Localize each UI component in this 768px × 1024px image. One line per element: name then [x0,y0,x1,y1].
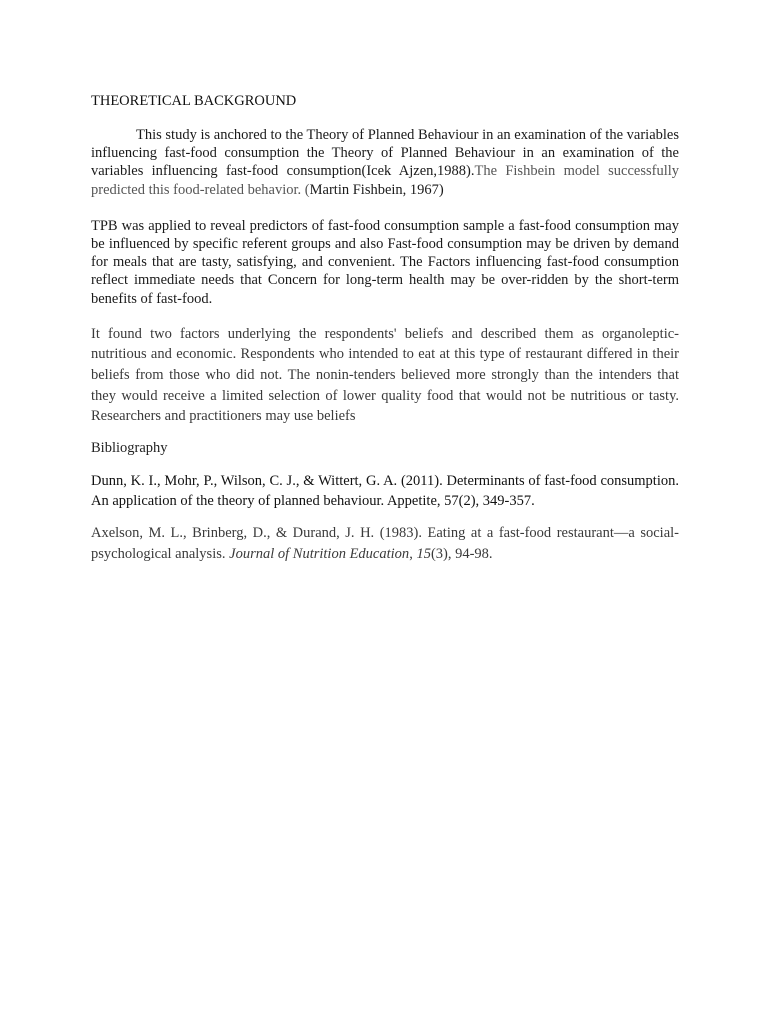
section-heading: THEORETICAL BACKGROUND [91,93,297,109]
reference-axelson [91,523,679,564]
reference-axelson-authors: Axelson, M. L., Brinberg, D., & Durand, J. H. (1983). Eating at a fast-food restaurant—a social-psychological analysis. [91,524,679,562]
paragraph-theory [91,126,679,199]
reference-axelson-volume: 15 [416,545,431,562]
paragraph-theory-main: This study is anchored to the Theory of Planned Behaviour in an examination of the variables influencing fast-food consumption the Theory of Planned Behaviour in an examination of the variables influencing fast-food consumption(Icek Ajzen,1988). [91,127,679,180]
reference-axelson-sep: , [409,545,417,562]
paragraph-tpb: TPB was applied to reveal predictors of fast-food consumption sample a fast-food consumption may be influenced by specific referent groups and also Fast-food consumption may be driven by demand for meals that are tasty, satisfying, and convenient. The Factors influencing fast-food consumption reflect immediate needs that Concern for long-term health may be over-ridden by the short-term benefits of fast-food. [91,217,679,307]
reference-axelson-pages: (3), 94-98. [430,545,493,562]
paragraph-theory-fishbein: The Fishbein model successfully predicted this food-related behavior. ( [91,163,679,198]
reference-dunn: Dunn, K. I., Mohr, P., Wilson, C. J., & Wittert, G. A. (2011). Determinants of fast-food consumption. An application of the theory of planned behaviour. Appetite, 57(2), 349-357. [91,472,679,510]
paragraph-factors: It found two factors underlying the respondents' beliefs and described them as organoleptic-nutritious and economic. Respondents who intended to eat at this type of restaurant differed in their beliefs from those who did not. The nonin-tenders believed more strongly than the intenders that they would receive a limited selection of lower quality food that would not be nutritious or tasty. Researchers and practitioners may use beliefs [91,325,679,425]
document-page [91,92,679,564]
bibliography-title: Bibliography [91,439,168,456]
reference-axelson-journal: Journal of Nutrition Education [229,545,410,562]
paragraph-theory-citation: Martin Fishbein, 1967) [309,181,444,198]
